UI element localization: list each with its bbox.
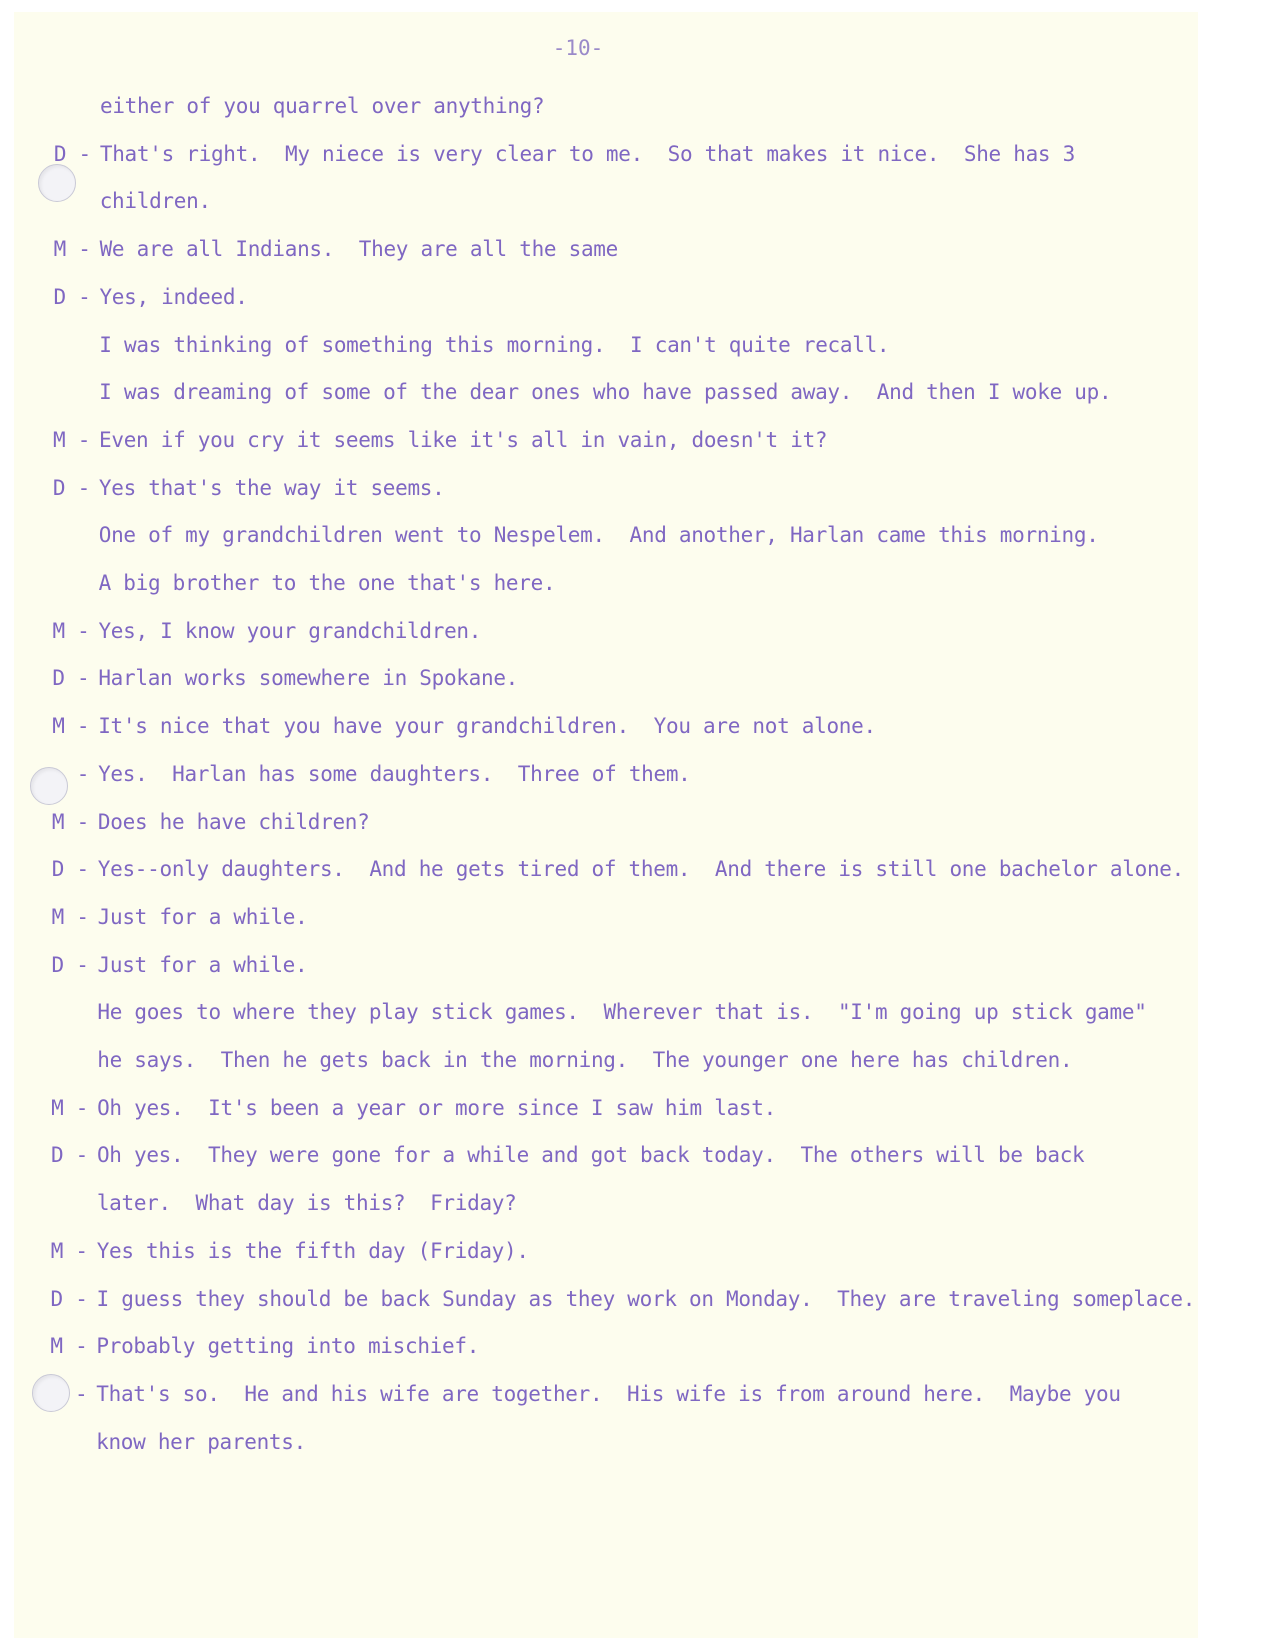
- line-text: I was thinking of something this morning. I can't quite recall.: [99, 332, 890, 357]
- speaker-label: D -: [50, 1286, 88, 1311]
- transcript-line: [50, 1382, 1120, 1406]
- transcript-line: [53, 380, 1111, 404]
- transcript-line: [51, 1048, 1072, 1072]
- speaker-label: D -: [50, 1143, 88, 1168]
- speaker-label: D -: [51, 857, 89, 882]
- transcript-line: [52, 905, 308, 929]
- line-text: know her parents.: [96, 1429, 306, 1454]
- line-text: Yes--only daughters. And he gets tired of them. And there is still one bachelor alone.: [97, 857, 1184, 882]
- line-text: He goes to where they play stick games. Wherever that is. "I'm going up stick game": [97, 1000, 1147, 1025]
- speaker-label: D -: [52, 475, 90, 500]
- speaker-label: -: [50, 1381, 88, 1406]
- transcript-line: [52, 619, 481, 643]
- transcript-line: [54, 142, 1075, 166]
- transcript-line: [50, 1430, 306, 1454]
- transcript-line: [52, 666, 518, 690]
- transcript-line: [52, 762, 690, 786]
- speaker-label: M -: [50, 1334, 88, 1359]
- line-text: Just for a while.: [97, 904, 308, 929]
- line-text: A big brother to the one that's here.: [98, 571, 556, 595]
- transcript-line: [50, 1334, 479, 1358]
- line-text: Harlan works somewhere in Spokane.: [98, 666, 519, 691]
- line-text: Yes that's the way it seems.: [98, 475, 445, 500]
- speaker-label: M -: [53, 427, 91, 452]
- transcript-line: [52, 857, 1184, 881]
- speaker-label: M -: [53, 237, 91, 262]
- speaker-label: D -: [52, 666, 90, 691]
- transcript-line: [51, 1096, 776, 1120]
- speaker-label: D -: [51, 952, 89, 977]
- line-text: Oh yes. They were gone for a while and got back today. The others will be back: [96, 1143, 1085, 1168]
- transcript-line: [52, 810, 370, 834]
- line-text: he says. Then he gets back in the morning. The younger one here has children.: [97, 1048, 1073, 1072]
- speaker-label: M -: [50, 1238, 88, 1263]
- document-page: [14, 12, 1198, 1638]
- line-text: That's so. He and his wife are together. His wife is from around here. Maybe you: [96, 1381, 1121, 1406]
- line-text: Yes, I know your grandchildren.: [98, 618, 482, 643]
- line-text: Probably getting into mischief.: [96, 1334, 480, 1359]
- line-text: Just for a while.: [97, 952, 308, 977]
- line-text: I was dreaming of some of the dear ones who have passed away. And then I woke up.: [99, 380, 1112, 405]
- line-text: It's nice that you have your grandchildren. You are not alone.: [98, 714, 876, 739]
- speaker-label: M -: [51, 904, 89, 929]
- transcript-line: [51, 1239, 529, 1263]
- line-text: Yes. Harlan has some daughters. Three of them.: [98, 761, 691, 786]
- line-text: Yes this is the fifth day (Friday).: [96, 1238, 529, 1263]
- transcript-line: [53, 333, 889, 357]
- transcript-line: [53, 285, 247, 309]
- transcript-line: [51, 1191, 517, 1215]
- speaker-label: D -: [53, 284, 91, 309]
- speaker-label: -: [52, 761, 90, 786]
- line-text: We are all Indians. They are all the same: [99, 237, 618, 262]
- line-text: Even if you cry it seems like it's all in vain, doesn't it?: [99, 427, 828, 452]
- speaker-label: M -: [52, 618, 90, 643]
- line-text: either of you quarrel over anything?: [100, 94, 545, 118]
- transcript-line: [52, 953, 308, 977]
- page-number: -10-: [552, 36, 604, 60]
- transcript-line: [54, 189, 211, 213]
- transcript-line: [53, 523, 1099, 547]
- transcript-line: [51, 1287, 1196, 1311]
- transcript-line: [53, 476, 445, 500]
- transcript-line: [53, 428, 827, 452]
- transcript-line: [52, 714, 876, 738]
- transcript-line: [51, 1000, 1146, 1024]
- speaker-label: M -: [51, 809, 89, 834]
- line-text: Oh yes. It's been a year or more since I saw him last.: [97, 1095, 776, 1120]
- line-text: Yes, indeed.: [99, 284, 248, 309]
- line-text: That's right. My niece is very clear to me. So that makes it nice. She has 3: [99, 141, 1075, 166]
- transcript-line: [54, 94, 544, 118]
- transcript-line: [53, 571, 556, 595]
- speaker-label: D -: [53, 141, 91, 166]
- transcript-line: [51, 1143, 1084, 1167]
- line-text: I guess they should be back Sunday as they work on Monday. They are traveling someplace.: [96, 1286, 1196, 1311]
- speaker-label: M -: [52, 714, 90, 739]
- speaker-label: M -: [51, 1095, 89, 1120]
- transcript-line: [54, 237, 618, 261]
- line-text: Does he have children?: [97, 809, 370, 834]
- line-text: children.: [99, 189, 211, 214]
- line-text: One of my grandchildren went to Nespelem. And another, Harlan came this morning.: [98, 523, 1099, 548]
- line-text: later. What day is this? Friday?: [96, 1191, 517, 1216]
